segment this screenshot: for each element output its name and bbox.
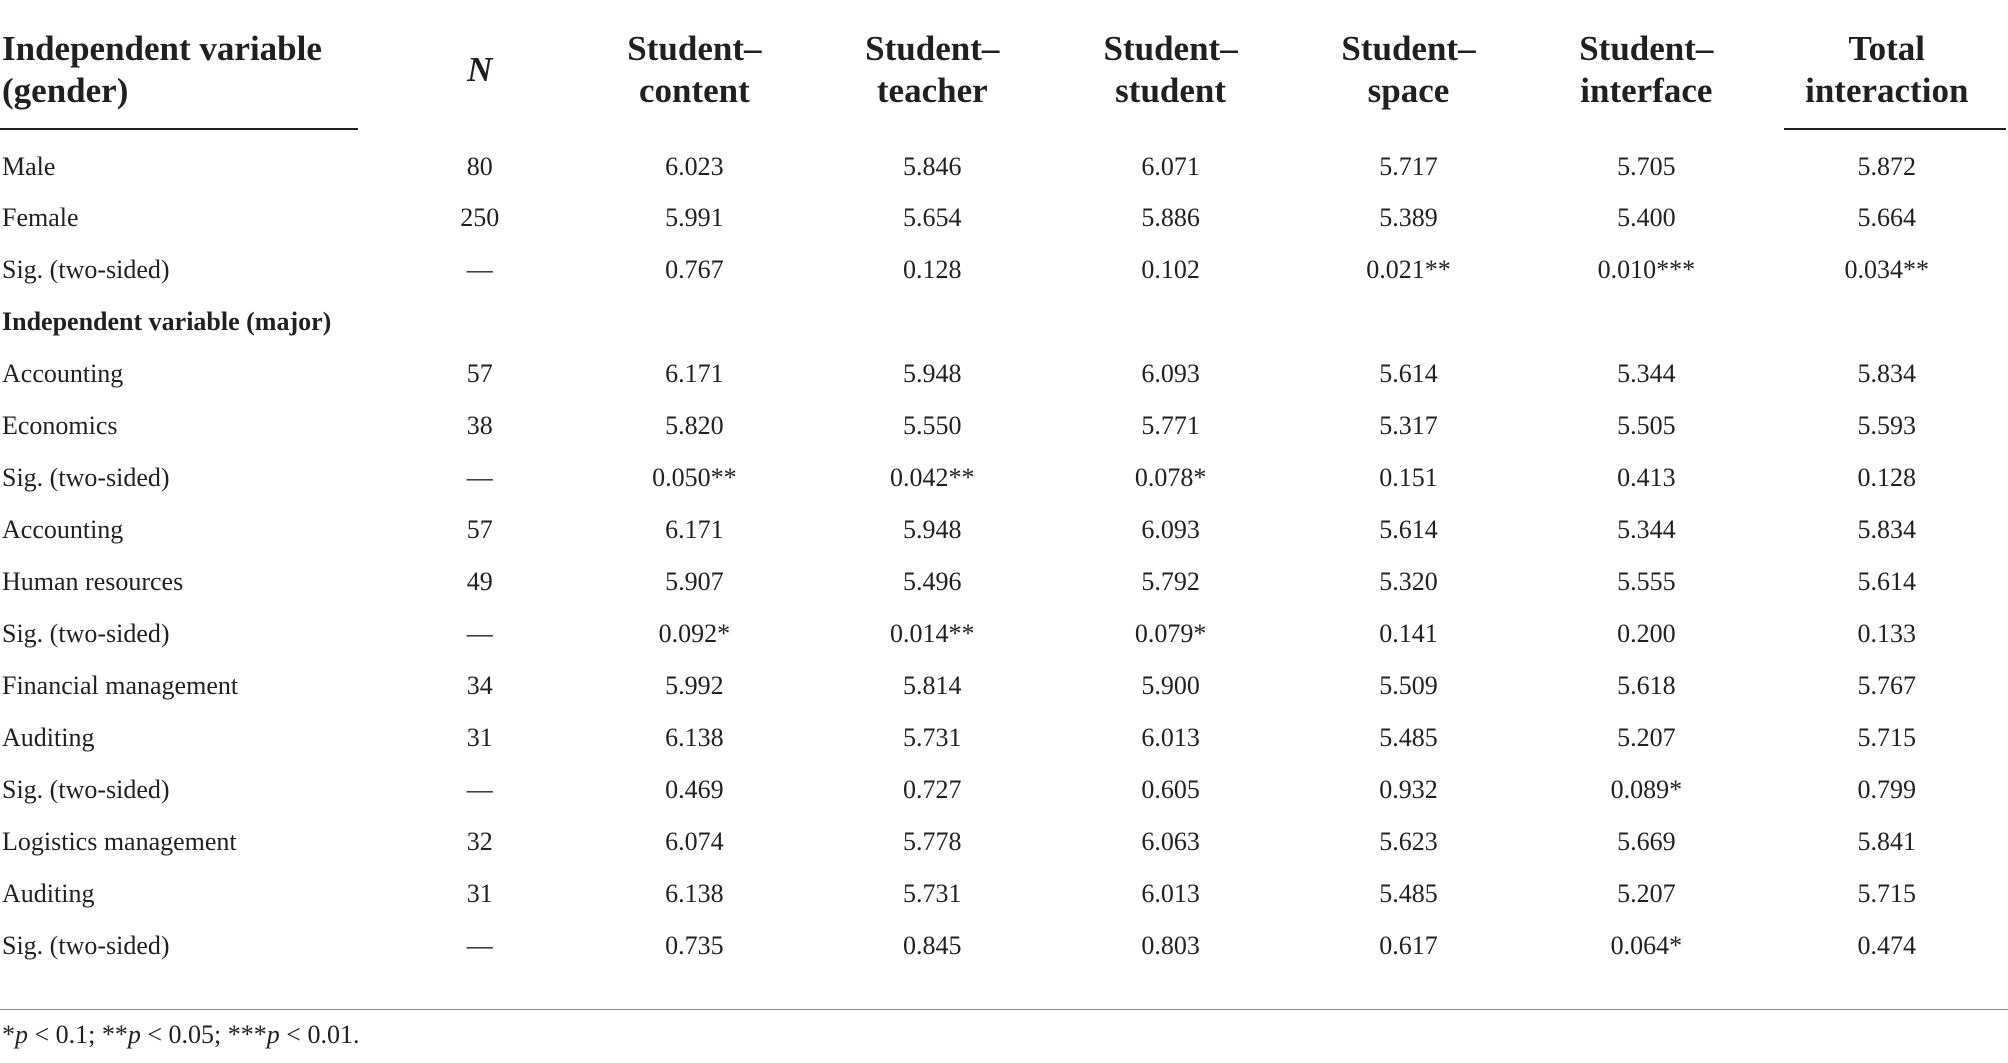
section-header-row [0,296,2008,348]
cell-student-space: 5.509 [1379,671,1438,700]
cell-student-teacher: 5.948 [903,515,962,544]
cell-student-interface: 0.200 [1617,619,1676,648]
cell-student-teacher: 5.948 [903,359,962,388]
cell-student-student: 5.771 [1141,411,1200,440]
cell-n: 31 [466,879,493,908]
cell-total-interaction: 5.664 [1857,203,1916,232]
cell-student-interface: 5.344 [1617,359,1676,388]
cell-total-interaction: 5.767 [1857,671,1916,700]
cell-student-student: 6.063 [1141,827,1200,856]
cell-student-content: 0.050** [652,463,737,492]
cell-student-interface: 5.705 [1617,152,1676,181]
cell-student-teacher: 5.654 [903,203,962,232]
cell-student-content: 5.991 [665,203,724,232]
table-row [0,400,2008,452]
cell-student-space: 5.623 [1379,827,1438,856]
cell-student-student: 6.093 [1141,359,1200,388]
cell-student-content: 6.023 [665,152,724,181]
cell-student-space: 0.021** [1366,255,1451,284]
cell-student-teacher: 0.014** [890,619,975,648]
cell-n: 49 [466,567,493,596]
cell-total-interaction: 5.715 [1857,723,1916,752]
cell-total-interaction: 5.614 [1857,567,1916,596]
cell-n: 31 [466,723,493,752]
table-row [0,244,2008,296]
row-label: Sig. (two-sided) [2,619,170,648]
cell-total-interaction: 0.474 [1857,931,1916,960]
cell-student-interface: 5.207 [1617,723,1676,752]
row-label: Auditing [2,723,95,752]
cell-student-teacher: 0.128 [903,255,962,284]
cell-student-content: 6.074 [665,827,724,856]
cell-n: 38 [466,411,493,440]
cell-student-teacher: 5.496 [903,567,962,596]
cell-total-interaction: 0.034** [1844,255,1929,284]
cell-student-student: 5.792 [1141,567,1200,596]
cell-total-interaction: 0.128 [1857,463,1916,492]
cell-total-interaction: 5.841 [1857,827,1916,856]
cell-n: 250 [460,203,500,232]
row-label: Sig. (two-sided) [2,463,170,492]
footnote-t2: < 0.05; *** [140,1020,267,1049]
table-row [0,348,2008,400]
cell-n: — [466,775,493,804]
cell-student-interface: 5.400 [1617,203,1676,232]
header-n-text: N [467,50,493,89]
cell-total-interaction: 5.872 [1857,152,1916,181]
header-independent-variable-text: Independent variable (gender) [2,29,322,110]
cell-student-content: 0.767 [665,255,724,284]
cell-student-content: 6.171 [665,515,724,544]
header-student-space [1290,0,1527,128]
row-label: Sig. (two-sided) [2,255,170,284]
cell-student-content: 6.138 [665,879,724,908]
cell-student-teacher: 0.727 [903,775,962,804]
cell-student-space: 5.485 [1379,879,1438,908]
header-n [384,0,576,128]
header-student-content-text: Student–content [627,29,762,110]
cell-student-interface: 5.555 [1617,567,1676,596]
cell-student-interface: 0.089* [1610,775,1683,804]
table-row [0,452,2008,504]
table-row [0,712,2008,764]
cell-student-interface: 5.344 [1617,515,1676,544]
footnote-lead: * [2,1020,15,1049]
table-row [0,192,2008,244]
cell-student-space: 5.389 [1379,203,1438,232]
header-independent-variable [0,0,384,128]
cell-student-interface: 5.618 [1617,671,1676,700]
cell-student-student: 0.078* [1134,463,1207,492]
row-label: Accounting [2,515,124,544]
header-student-interface [1527,0,1765,128]
cell-student-space: 5.717 [1379,152,1438,181]
cell-student-teacher: 0.845 [903,931,962,960]
cell-student-content: 5.992 [665,671,724,700]
cell-student-content: 0.735 [665,931,724,960]
row-label: Sig. (two-sided) [2,775,170,804]
cell-student-space: 5.485 [1379,723,1438,752]
cell-student-teacher: 5.846 [903,152,962,181]
row-label: Human resources [2,567,184,596]
cell-n: 80 [466,152,493,181]
cell-total-interaction: 0.799 [1857,775,1916,804]
cell-student-space: 5.614 [1379,359,1438,388]
cell-student-teacher: 5.814 [903,671,962,700]
table-row [0,816,2008,868]
cell-student-teacher: 5.731 [903,879,962,908]
row-label: Accounting [2,359,124,388]
cell-student-space: 0.141 [1379,619,1438,648]
cell-student-content: 5.820 [665,411,724,440]
cell-student-content: 5.907 [665,567,724,596]
header-student-student-text: Student–student [1103,29,1238,110]
cell-student-space: 5.614 [1379,515,1438,544]
table-footnote [2,1020,359,1050]
header-student-interface-text: Student–interface [1579,29,1714,110]
cell-student-student: 0.079* [1134,619,1207,648]
table-row [0,504,2008,556]
cell-n: — [466,931,493,960]
table-body [0,128,2008,972]
footnote-p2: p [127,1020,141,1049]
row-label: Logistics management [2,827,237,856]
cell-student-teacher: 5.778 [903,827,962,856]
cell-n: 32 [466,827,493,856]
row-label: Male [2,152,56,181]
header-student-student [1051,0,1289,128]
footnote-p3: p [266,1020,280,1049]
cell-student-teacher: 0.042** [890,463,975,492]
row-label: Female [2,203,79,232]
header-total-interaction [1766,0,2008,128]
table-header [0,0,2008,128]
cell-student-student: 0.803 [1141,931,1200,960]
table-row [0,556,2008,608]
cell-student-student: 0.102 [1141,255,1200,284]
cell-total-interaction: 5.715 [1857,879,1916,908]
cell-student-space: 0.151 [1379,463,1438,492]
row-label: Economics [2,411,118,440]
cell-student-space: 5.320 [1379,567,1438,596]
header-student-teacher [813,0,1051,128]
cell-student-content: 0.092* [658,619,731,648]
cell-student-student: 5.900 [1141,671,1200,700]
cell-total-interaction: 5.593 [1857,411,1916,440]
table-row [0,920,2008,972]
cell-student-student: 6.013 [1141,723,1200,752]
cell-student-space: 0.617 [1379,931,1438,960]
header-student-space-text: Student–space [1341,29,1476,110]
table-row [0,660,2008,712]
table-row [0,608,2008,660]
cell-n: — [466,463,493,492]
table-row [0,764,2008,816]
cell-total-interaction: 5.834 [1857,515,1916,544]
cell-student-student: 5.886 [1141,203,1200,232]
cell-n: 57 [466,515,493,544]
cell-student-interface: 0.010*** [1597,255,1696,284]
cell-student-interface: 0.064* [1610,931,1683,960]
cell-n: 34 [466,671,493,700]
cell-student-content: 6.138 [665,723,724,752]
cell-student-interface: 5.505 [1617,411,1676,440]
cell-student-interface: 0.413 [1617,463,1676,492]
cell-student-content: 0.469 [665,775,724,804]
cell-n: — [466,255,493,284]
table-row [0,128,2008,192]
header-total-interaction-text: Total interaction [1805,29,1969,110]
row-label: Auditing [2,879,95,908]
table-row [0,868,2008,920]
footnote-t1: < 0.1; ** [28,1020,128,1049]
cell-student-student: 6.093 [1141,515,1200,544]
cell-n: — [466,619,493,648]
cell-student-interface: 5.669 [1617,827,1676,856]
cell-total-interaction: 5.834 [1857,359,1916,388]
cell-student-interface: 5.207 [1617,879,1676,908]
cell-student-student: 6.071 [1141,152,1200,181]
cell-student-content: 6.171 [665,359,724,388]
header-student-teacher-text: Student–teacher [865,29,1000,110]
cell-student-student: 0.605 [1141,775,1200,804]
cell-n: 57 [466,359,493,388]
cell-total-interaction: 0.133 [1857,619,1916,648]
table-bottom-rule [0,1009,2008,1010]
header-student-content [576,0,813,128]
row-label: Sig. (two-sided) [2,931,170,960]
footnote-p1: p [15,1020,28,1049]
section-label-major: Independent variable (major) [2,307,332,336]
cell-student-space: 5.317 [1379,411,1438,440]
cell-student-teacher: 5.731 [903,723,962,752]
cell-student-teacher: 5.550 [903,411,962,440]
row-label: Financial management [2,671,239,700]
cell-student-space: 0.932 [1379,775,1438,804]
footnote-t3: < 0.01. [279,1020,360,1049]
cell-student-student: 6.013 [1141,879,1200,908]
